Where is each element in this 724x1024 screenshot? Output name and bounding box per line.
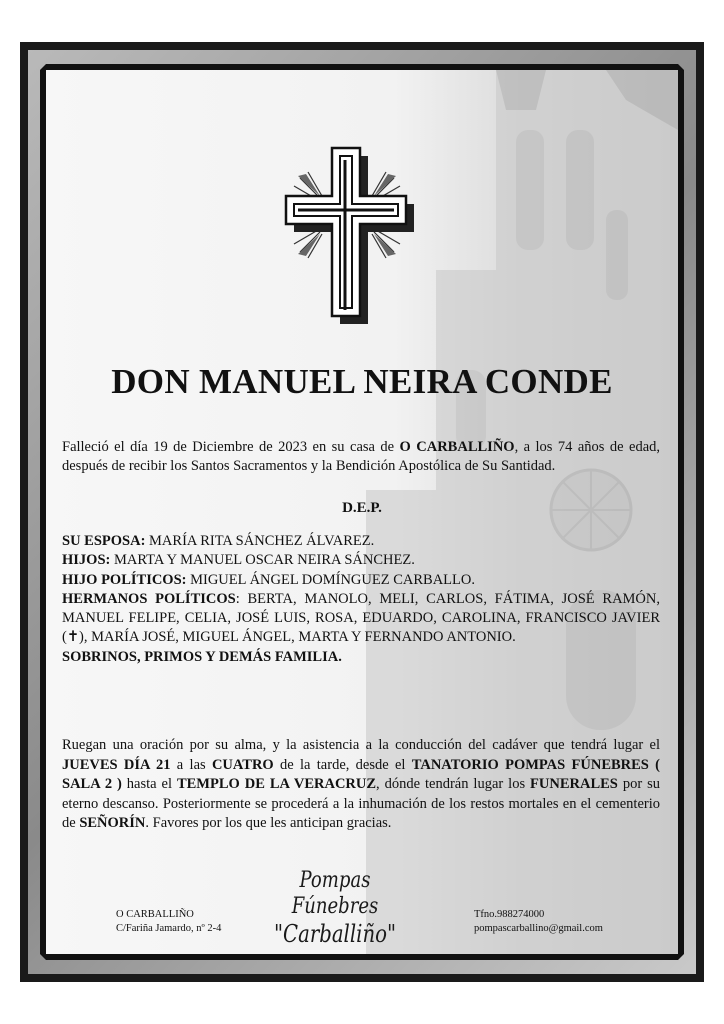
address-city: O CARBALLIÑO <box>116 909 194 920</box>
funeral-details: Ruegan una oración por su alma, y la asistencia a la conducción del cadáver que tendrá lugar el JUEVES DÍA 21 a las CUATRO de la tarde, desde el TANATORIO POMPAS FÚNEBRES ( SALA 2 ) hasta el TEMPLO DE LA VERACRUZ, dónde tendrán lugar los FUNERALES por su eterno descanso. Posteriormente se procederá a la inhumación de los restos mortales en el cementerio de SEÑORÍN. Favores por los que les anticipan gracias. <box>62 737 661 831</box>
cross-icon <box>272 140 422 330</box>
dagger-icon: ✝ <box>66 629 79 646</box>
family-list <box>62 532 660 667</box>
children-in-law-line: HIJO POLÍTICOS: MIGUEL ÁNGEL DOMÍNGUEZ CARBALLO. <box>62 571 475 588</box>
notice-page <box>46 70 678 954</box>
logo-line-1: Pompas Fúnebres <box>291 868 379 919</box>
contact-phone: Tfno.988274000 <box>474 909 545 920</box>
funeral-home-contact <box>474 908 603 936</box>
address-street: C/Fariña Jamardo, nº 2-4 <box>116 923 222 934</box>
rip-label: D.E.P. <box>342 500 382 516</box>
death-announcement: Falleció el día 19 de Diciembre de 2023 en su casa de O CARBALLIÑO, a los 74 años de edad, después de recibir los Santos Sacramentos y la Bendición Apostólica de Su Santidad. <box>62 439 661 474</box>
contact-email: pompascarballino@gmail.com <box>474 923 603 934</box>
other-relatives-line: SOBRINOS, PRIMOS Y DEMÁS FAMILIA. <box>62 648 342 665</box>
funeral-home-address <box>116 908 221 936</box>
logo-line-2: "Carballiño" <box>273 920 397 948</box>
deceased-name: DON MANUEL NEIRA CONDE <box>111 362 613 401</box>
spouse-line: SU ESPOSA: MARÍA RITA SÁNCHEZ ÁLVAREZ. <box>62 533 375 549</box>
siblings-in-law-line: HERMANOS POLÍTICOS: BERTA, MANOLO, MELI, CARLOS, FÁTIMA, JOSÉ RAMÓN, MANUEL FELIPE, CELIA, JOSÉ LUIS, ROSA, EDUARDO, CAROLINA, FRANCISCO JAVIER (✝), MARÍA JOSÉ, MIGUEL ÁNGEL, MARTA Y FERNANDO ANTONIO. <box>62 590 660 646</box>
funeral-home-logo <box>260 868 410 948</box>
children-line: HIJOS: MARTA Y MANUEL OSCAR NEIRA SÁNCHEZ. <box>62 552 415 569</box>
